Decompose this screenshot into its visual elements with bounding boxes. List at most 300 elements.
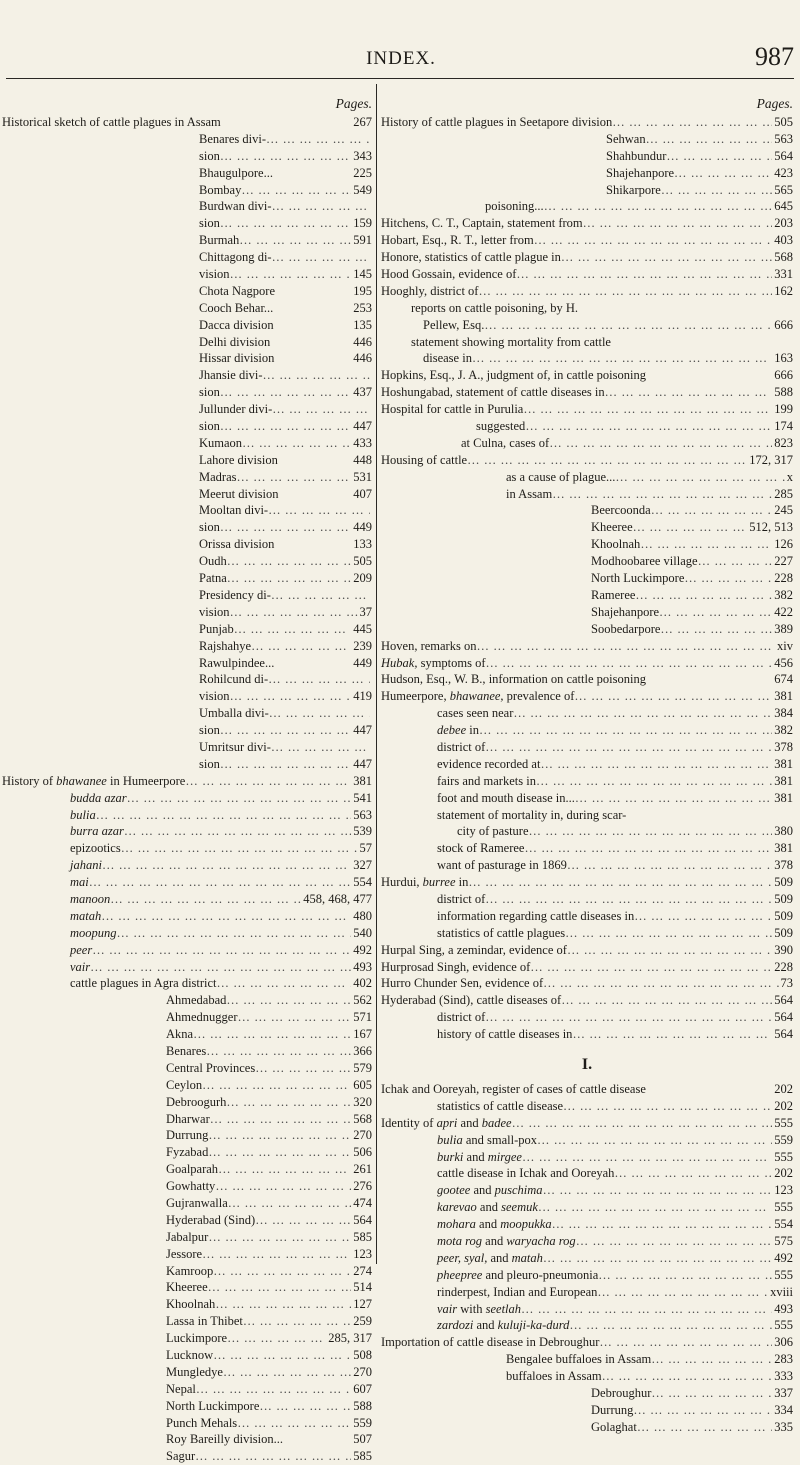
index-entry xyxy=(2,638,372,655)
entry-page: 591 xyxy=(353,233,372,248)
entry-text: Khoolnah xyxy=(591,537,641,552)
dot-leader xyxy=(210,1111,352,1128)
entry-page: 607 xyxy=(353,1381,372,1396)
entry-text: district of xyxy=(437,1010,486,1025)
entry-text: Roy Bareilly division... xyxy=(166,1432,284,1447)
dot-leader xyxy=(230,604,358,621)
dot-leader xyxy=(529,823,773,840)
entry-text: Hubak, symptoms of xyxy=(381,655,486,670)
entry-page: 202 xyxy=(774,1081,793,1096)
dot-leader xyxy=(549,435,772,452)
index-entry xyxy=(2,1060,372,1077)
index-entry xyxy=(2,655,372,672)
index-entry xyxy=(2,1094,372,1111)
column-divider xyxy=(376,84,377,1264)
entry-page: 492 xyxy=(353,942,372,957)
index-entry xyxy=(2,671,372,688)
entry-page: 199 xyxy=(774,402,793,417)
dot-leader xyxy=(101,908,351,925)
dot-leader xyxy=(251,638,351,655)
entry-page xyxy=(370,401,372,418)
index-entry xyxy=(381,739,793,756)
dot-leader xyxy=(661,182,772,199)
entry-page: 390 xyxy=(774,942,793,957)
entry-text: mohara and moopukka xyxy=(437,1217,552,1232)
dot-leader xyxy=(574,688,772,705)
entry-text: Chittagong di- xyxy=(199,250,272,265)
entry-text: History of bhawanee in Humeerpore xyxy=(2,773,186,788)
index-entry xyxy=(381,519,793,536)
index-entry xyxy=(2,232,372,249)
entry-page: 423 xyxy=(774,165,793,180)
index-entry xyxy=(381,1098,793,1115)
dot-leader xyxy=(124,823,351,840)
dot-leader xyxy=(272,198,370,215)
dot-leader xyxy=(117,925,352,942)
entry-text: Kheeree xyxy=(166,1280,208,1295)
dot-leader xyxy=(243,1313,351,1330)
dot-leader xyxy=(575,790,772,807)
entry-text: Chota Nagpore xyxy=(199,283,276,298)
entry-page: 267 xyxy=(353,115,372,129)
index-entry xyxy=(381,502,793,519)
entry-text: bulia xyxy=(70,807,96,822)
dot-leader xyxy=(271,587,370,604)
entry-page: 564 xyxy=(774,1027,793,1042)
entry-page: 320 xyxy=(353,1094,372,1109)
entry-text: cases seen near xyxy=(437,706,514,721)
entry-text: Jullunder divi- xyxy=(199,402,273,417)
entry-text: disease in xyxy=(423,351,472,366)
dot-leader xyxy=(230,688,352,705)
dot-leader xyxy=(90,959,351,976)
entry-text: North Luckimpore xyxy=(591,571,685,586)
entry-text: rinderpest, Indian and European xyxy=(437,1284,598,1299)
index-entry xyxy=(381,857,793,874)
dot-leader xyxy=(660,621,772,638)
index-entry xyxy=(381,300,793,317)
index-entry xyxy=(381,435,793,452)
dot-leader xyxy=(484,317,772,334)
dot-leader xyxy=(272,249,370,266)
entry-page xyxy=(370,131,372,148)
index-entry xyxy=(2,519,372,536)
entry-page: 447 xyxy=(353,419,372,434)
dot-leader xyxy=(598,1267,772,1284)
dot-leader xyxy=(521,1301,772,1318)
entry-page: 203 xyxy=(774,216,793,231)
entry-text: statement showing mortality from cattle xyxy=(411,334,611,349)
dot-leader xyxy=(220,418,351,435)
dot-leader xyxy=(227,553,351,570)
dot-leader xyxy=(485,1009,772,1026)
index-entry xyxy=(381,655,793,672)
entry-text: Jhansie divi- xyxy=(199,368,263,383)
entry-text: evidence recorded at xyxy=(437,756,541,771)
entry-text: manoon xyxy=(70,891,111,906)
index-entry xyxy=(381,604,793,621)
entry-text: statistics of cattle plagues xyxy=(437,925,566,940)
dot-leader xyxy=(523,401,772,418)
entry-text: in Assam xyxy=(506,486,553,501)
dot-leader xyxy=(478,283,772,300)
entry-page: 666 xyxy=(774,317,793,332)
entry-page xyxy=(370,671,372,688)
index-entry xyxy=(2,1026,372,1043)
entry-page: 447 xyxy=(353,723,372,738)
entry-page: 445 xyxy=(353,621,372,636)
index-entry xyxy=(2,722,372,739)
index-entry xyxy=(381,992,793,1009)
dot-leader xyxy=(525,418,772,435)
index-entry xyxy=(381,1385,793,1402)
entry-text: burki and mirgee xyxy=(437,1149,522,1164)
entry-text: Housing of cattle xyxy=(381,452,468,467)
entry-text: Hobart, Esq., R. T., letter from xyxy=(381,233,534,248)
entry-page: 531 xyxy=(353,469,372,484)
index-entry xyxy=(2,688,372,705)
entry-page: 126 xyxy=(774,537,793,552)
index-entry xyxy=(381,1419,793,1436)
entry-text: Jabalpur xyxy=(166,1229,209,1244)
dot-leader xyxy=(513,705,772,722)
dot-leader xyxy=(208,1127,351,1144)
entry-text: Hoven, remarks on xyxy=(381,638,477,653)
dot-leader xyxy=(537,1132,772,1149)
dot-leader xyxy=(468,874,772,891)
dot-leader xyxy=(565,925,772,942)
entry-page: 493 xyxy=(353,959,372,974)
dot-leader xyxy=(121,840,358,857)
index-entry xyxy=(381,959,793,976)
entry-page: 549 xyxy=(353,182,372,197)
dot-leader xyxy=(646,367,772,384)
index-entry xyxy=(2,1161,372,1178)
entry-page: 555 xyxy=(774,1200,793,1215)
entry-page: 381 xyxy=(774,841,793,856)
index-entry xyxy=(2,1043,372,1060)
entry-text: Humeerpore, bhawanee, prevalence of xyxy=(381,689,575,704)
entry-page: 407 xyxy=(353,486,372,501)
entry-page: 505 xyxy=(774,115,793,129)
index-entry xyxy=(2,266,372,283)
entry-page: 227 xyxy=(774,554,793,569)
entry-page: 402 xyxy=(353,976,372,991)
index-entry xyxy=(381,266,793,283)
index-entry xyxy=(2,486,372,503)
index-entry xyxy=(381,401,793,418)
entry-text: Goalparah xyxy=(166,1162,219,1177)
index-entry xyxy=(2,1229,372,1246)
dot-leader xyxy=(271,739,370,756)
dot-leader xyxy=(220,756,351,773)
index-entry xyxy=(381,367,793,384)
index-entry xyxy=(381,1216,793,1233)
left-column xyxy=(2,94,372,1465)
index-entry xyxy=(381,1182,793,1199)
entry-page: 422 xyxy=(774,604,793,619)
entry-text: district of xyxy=(437,891,486,906)
entry-page: 512, 513 xyxy=(749,520,793,535)
entry-text: Lahore division xyxy=(199,452,278,467)
entry-text: vision xyxy=(199,267,230,282)
dot-leader xyxy=(195,1448,351,1465)
index-entry xyxy=(381,469,793,486)
dot-leader xyxy=(206,1043,351,1060)
index-entry xyxy=(381,452,793,469)
entry-page: 568 xyxy=(774,250,793,265)
dot-leader xyxy=(274,655,351,672)
entry-page: 261 xyxy=(353,1162,372,1177)
entry-page: 228 xyxy=(774,959,793,974)
entry-text: Sagur xyxy=(166,1449,196,1464)
dot-leader xyxy=(227,1330,326,1347)
entry-text: Presidency di- xyxy=(199,587,271,602)
dot-leader xyxy=(651,1351,772,1368)
entry-text: Mooltan divi- xyxy=(199,503,269,518)
index-entry xyxy=(381,823,793,840)
entry-page: 202 xyxy=(774,1098,793,1113)
dot-leader xyxy=(196,1381,351,1398)
dot-leader xyxy=(602,1368,773,1385)
dot-leader xyxy=(538,1199,772,1216)
entry-text: Cooch Behar... xyxy=(199,300,274,315)
entry-page: 378 xyxy=(774,858,793,873)
entry-text: Patna xyxy=(199,571,227,586)
dot-leader xyxy=(646,131,773,148)
dot-leader xyxy=(516,266,772,283)
entry-text: epizootics xyxy=(70,841,121,856)
dot-leader xyxy=(552,1216,773,1233)
entry-page: 202 xyxy=(774,1166,793,1181)
entry-page: 333 xyxy=(774,1369,793,1384)
index-entry xyxy=(2,367,372,384)
index-entry xyxy=(381,283,793,300)
entry-page: 381 xyxy=(353,773,372,788)
entry-text: bulia and small-pox xyxy=(437,1132,538,1147)
dot-leader xyxy=(242,435,351,452)
index-entry xyxy=(2,975,372,992)
index-entry xyxy=(2,114,372,131)
index-entry xyxy=(2,790,372,807)
entry-page: 588 xyxy=(353,1398,372,1413)
pages-label: Pages. xyxy=(335,96,372,111)
entry-text: sion xyxy=(199,385,220,400)
index-entry xyxy=(381,418,793,435)
index-entry xyxy=(381,114,793,131)
index-entry xyxy=(2,131,372,148)
index-entry xyxy=(381,232,793,249)
dot-leader xyxy=(540,756,772,773)
index-entry xyxy=(2,587,372,604)
entry-text: Hyderabad (Sind), cattle diseases of xyxy=(381,993,562,1008)
dot-leader xyxy=(221,114,352,131)
dot-leader xyxy=(530,959,772,976)
dot-leader xyxy=(485,891,772,908)
entry-text: district of xyxy=(437,739,486,754)
index-entry xyxy=(2,1279,372,1296)
entry-text: Burmah xyxy=(199,233,240,248)
index-entry xyxy=(381,165,793,182)
dot-leader xyxy=(651,502,773,519)
entry-page: 563 xyxy=(774,131,793,146)
index-entry xyxy=(2,1381,372,1398)
index-entry xyxy=(2,1364,372,1381)
entry-text: Rawulpindee... xyxy=(199,655,275,670)
entry-page xyxy=(791,300,793,317)
entry-text: debee in xyxy=(437,723,480,738)
left-entry-list xyxy=(2,114,372,1465)
index-entry xyxy=(381,891,793,908)
entry-text: Dharwar xyxy=(166,1111,210,1126)
index-entry xyxy=(381,1334,793,1351)
entry-text: Pellew, Esq. xyxy=(423,317,485,332)
index-entry xyxy=(2,705,372,722)
entry-text: Jessore xyxy=(166,1246,203,1261)
index-entry xyxy=(381,638,793,655)
entry-text: as a cause of plague... xyxy=(506,469,616,484)
entry-page: x xyxy=(786,469,793,484)
dot-leader xyxy=(476,638,775,655)
dot-leader xyxy=(272,401,370,418)
dot-leader xyxy=(278,452,351,469)
dot-leader xyxy=(485,739,772,756)
dot-leader xyxy=(512,1115,773,1132)
index-entry xyxy=(381,1267,793,1284)
dot-leader xyxy=(543,1250,772,1267)
dot-leader xyxy=(110,891,301,908)
index-entry xyxy=(381,215,793,232)
entry-page xyxy=(791,334,793,351)
entry-page: 565 xyxy=(774,182,793,197)
entry-page: 274 xyxy=(353,1263,372,1278)
entry-text: zardozi and kuluji-ka-durd xyxy=(437,1318,570,1333)
entry-page: 343 xyxy=(353,148,372,163)
entry-text: jahani xyxy=(70,858,102,873)
dot-leader xyxy=(543,975,778,992)
entry-text: sion xyxy=(199,723,220,738)
entry-text: Umballa divi- xyxy=(199,706,269,721)
entry-page: 579 xyxy=(353,1060,372,1075)
entry-page: 585 xyxy=(353,1229,372,1244)
index-entry xyxy=(2,1178,372,1195)
dot-leader xyxy=(215,1178,351,1195)
entry-text: Fyzabad xyxy=(166,1145,209,1160)
entry-text: North Luckimpore xyxy=(166,1398,260,1413)
entry-page xyxy=(370,502,372,519)
dot-leader xyxy=(659,604,772,621)
right-column xyxy=(381,94,793,1436)
entry-page: 554 xyxy=(774,1217,793,1232)
index-entry xyxy=(381,975,793,992)
index-entry xyxy=(381,688,793,705)
index-entry xyxy=(381,249,793,266)
index-entry xyxy=(381,1009,793,1026)
entry-page: 563 xyxy=(353,807,372,822)
entry-page: 564 xyxy=(774,1010,793,1025)
entry-page: 306 xyxy=(774,1335,793,1350)
index-entry xyxy=(2,249,372,266)
index-entry xyxy=(381,182,793,199)
entry-page: 539 xyxy=(353,824,372,839)
page-number: 987 xyxy=(755,42,794,71)
entry-page: 245 xyxy=(774,503,793,518)
entry-page: 331 xyxy=(774,267,793,282)
index-entry xyxy=(2,148,372,165)
dot-leader xyxy=(208,1279,352,1296)
index-entry xyxy=(2,553,372,570)
dot-leader xyxy=(102,857,351,874)
index-entry xyxy=(2,350,372,367)
entry-page: 645 xyxy=(774,199,793,214)
index-entry xyxy=(2,621,372,638)
index-entry xyxy=(381,1149,793,1166)
entry-page xyxy=(370,587,372,604)
dot-leader xyxy=(583,215,773,232)
index-entry xyxy=(2,823,372,840)
index-entry xyxy=(2,925,372,942)
index-entry xyxy=(2,1448,372,1465)
dot-leader xyxy=(684,570,772,587)
entry-page: 559 xyxy=(353,1415,372,1430)
dot-leader xyxy=(552,486,772,503)
entry-page: 564 xyxy=(353,1212,372,1227)
index-entry xyxy=(381,773,793,790)
entry-page: 403 xyxy=(774,233,793,248)
dot-leader xyxy=(674,165,772,182)
entry-page: 127 xyxy=(353,1297,372,1312)
entry-page: 449 xyxy=(353,655,372,670)
entry-text: sion xyxy=(199,419,220,434)
entry-text: vair with seetlah xyxy=(437,1301,522,1316)
dot-leader xyxy=(279,486,352,503)
index-entry xyxy=(381,1368,793,1385)
entry-page xyxy=(370,705,372,722)
entry-page: 123 xyxy=(774,1183,793,1198)
dot-leader xyxy=(255,1212,351,1229)
index-entry xyxy=(2,1212,372,1229)
dot-leader xyxy=(234,621,352,638)
dot-leader xyxy=(614,1165,772,1182)
entry-page: 382 xyxy=(774,723,793,738)
entry-text: Lassa in Thibet xyxy=(166,1314,243,1329)
dot-leader xyxy=(567,857,772,874)
dot-leader xyxy=(226,1094,351,1111)
entry-text: mai xyxy=(70,875,89,890)
index-entry xyxy=(381,1317,793,1334)
index-entry xyxy=(2,604,372,621)
entry-page: 823 xyxy=(774,435,793,450)
dot-leader xyxy=(561,992,772,1009)
entry-text: Gowhatty xyxy=(166,1179,216,1194)
entry-page: 446 xyxy=(353,351,372,366)
entry-text: sion xyxy=(199,148,220,163)
dot-leader xyxy=(479,722,772,739)
entry-page: 419 xyxy=(353,689,372,704)
index-entry xyxy=(381,1026,793,1043)
index-entry xyxy=(381,840,793,857)
entry-text: Meerut division xyxy=(199,486,279,501)
index-entry xyxy=(2,874,372,891)
dot-leader xyxy=(193,1026,351,1043)
entry-page xyxy=(370,739,372,756)
entry-page: 456 xyxy=(774,655,793,670)
entry-text: Rajshahye xyxy=(199,638,252,653)
index-entry xyxy=(2,418,372,435)
index-entry xyxy=(381,722,793,739)
index-entry xyxy=(2,1144,372,1161)
index-entry xyxy=(2,1263,372,1280)
